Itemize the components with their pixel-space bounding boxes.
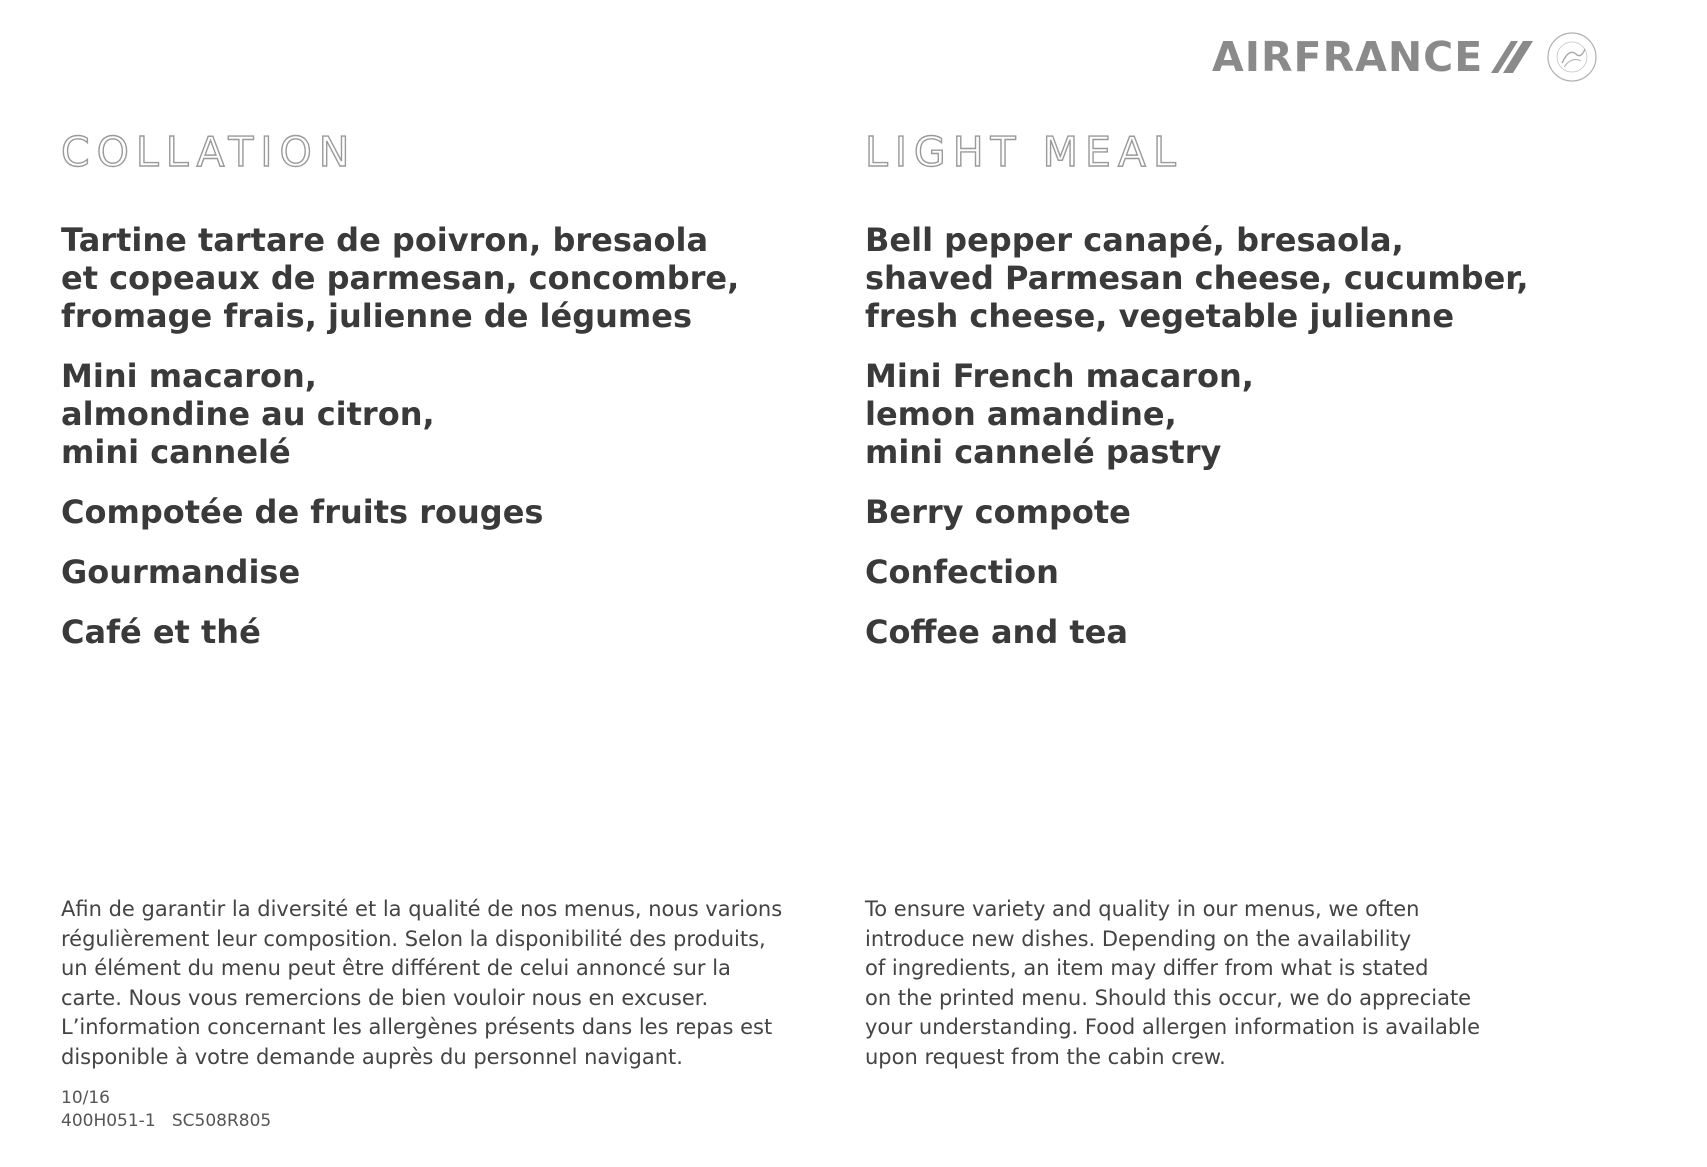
- section-title-light-meal: LIGHT MEAL: [865, 128, 1183, 176]
- section-title-collation: COLLATION: [61, 128, 357, 176]
- print-date-code: 10/16: [61, 1088, 110, 1108]
- skyteam-seal-icon: [1545, 30, 1599, 84]
- menu-item: Bell pepper canapé, bresaola, shaved Parmesan cheese, cucumber, fresh cheese, vegetable julienne: [865, 221, 1529, 335]
- airfrance-stripes-icon: [1489, 39, 1535, 75]
- airfrance-logo: [1212, 30, 1599, 84]
- menu-items-fr: [61, 221, 739, 673]
- menu-items-en: [865, 221, 1529, 673]
- menu-item: Coffee and tea: [865, 613, 1128, 651]
- menu-item: Confection: [865, 553, 1059, 591]
- menu-item: Compotée de fruits rouges: [61, 493, 544, 531]
- menu-item: Tartine tartare de poivron, bresaola et copeaux de parmesan, concombre, fromage frais, julienne de légumes: [61, 221, 740, 335]
- menu-reference-code: 400H051-1 SC508R805: [61, 1111, 272, 1131]
- disclaimer-fr: Afin de garantir la diversité et la qualité de nos menus, nous varions régulièrement leur composition. Selon la disponibilité des produits, un élément du menu peut être différent de celui annoncé sur la carte. Nous vous remercions de bien vouloir nous en excuser. L’information concernant les allergènes présents dans les repas est disponible à votre demande auprès du personnel navigant.: [61, 897, 783, 1069]
- menu-item: Gourmandise: [61, 553, 301, 591]
- disclaimer-en: To ensure variety and quality in our menus, we often introduce new dishes. Depending on the availability of ingredients, an item may differ from what is stated on the printed menu. Should this occur, we do appreciate your understanding. Food allergen information is available upon request from the cabin crew.: [865, 897, 1481, 1069]
- brand-name: AIRFRANCE: [1212, 32, 1484, 81]
- menu-item: Mini French macaron, lemon amandine, mini cannelé pastry: [865, 357, 1254, 471]
- menu-item: Berry compote: [865, 493, 1131, 531]
- menu-item: Café et thé: [61, 613, 261, 651]
- menu-item: Mini macaron, almondine au citron, mini cannelé: [61, 357, 435, 471]
